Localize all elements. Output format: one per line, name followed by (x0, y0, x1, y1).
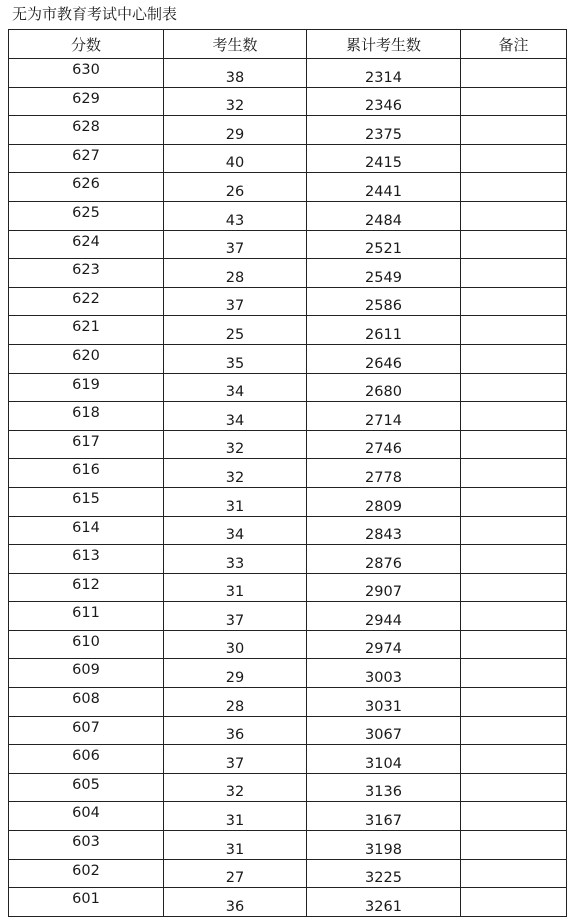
table-row (9, 516, 567, 545)
note-cell (461, 116, 567, 145)
cumulative-cell: 2484 (307, 201, 461, 230)
score-distribution-table (8, 29, 567, 917)
table-row (9, 144, 567, 173)
score-cell: 618 (9, 402, 164, 431)
table-row (9, 802, 567, 831)
count-cell: 28 (164, 259, 307, 288)
cumulative-cell: 3261 (307, 888, 461, 917)
count-cell: 25 (164, 316, 307, 345)
cumulative-cell: 2843 (307, 516, 461, 545)
table-row (9, 773, 567, 802)
note-cell (461, 373, 567, 402)
cumulative-cell: 3104 (307, 745, 461, 774)
cumulative-cell: 2646 (307, 344, 461, 373)
cumulative-cell: 3225 (307, 859, 461, 888)
cumulative-cell: 2778 (307, 459, 461, 488)
table-row (9, 173, 567, 202)
cumulative-cell: 3198 (307, 831, 461, 860)
cumulative-cell: 2549 (307, 259, 461, 288)
count-cell: 26 (164, 173, 307, 202)
note-cell (461, 688, 567, 717)
table-row (9, 344, 567, 373)
count-cell: 30 (164, 630, 307, 659)
score-cell: 610 (9, 630, 164, 659)
score-cell: 621 (9, 316, 164, 345)
note-cell (461, 487, 567, 516)
table-caption: 无为市教育考试中心制表 (12, 5, 178, 23)
cumulative-cell: 2680 (307, 373, 461, 402)
cumulative-cell: 2314 (307, 59, 461, 88)
score-cell: 629 (9, 87, 164, 116)
count-cell: 28 (164, 688, 307, 717)
note-cell (461, 259, 567, 288)
count-cell: 37 (164, 287, 307, 316)
cumulative-cell: 3067 (307, 716, 461, 745)
cumulative-cell: 2441 (307, 173, 461, 202)
note-cell (461, 716, 567, 745)
table-row (9, 859, 567, 888)
count-cell: 32 (164, 87, 307, 116)
score-cell: 623 (9, 259, 164, 288)
score-cell: 608 (9, 688, 164, 717)
note-cell (461, 545, 567, 574)
note-cell (461, 888, 567, 917)
cumulative-cell: 2974 (307, 630, 461, 659)
cumulative-cell: 2809 (307, 487, 461, 516)
cumulative-cell: 2415 (307, 144, 461, 173)
score-cell: 614 (9, 516, 164, 545)
table-row (9, 745, 567, 774)
header-note: 备注 (461, 30, 567, 59)
cumulative-cell: 2586 (307, 287, 461, 316)
table-row (9, 545, 567, 574)
table-row (9, 430, 567, 459)
score-cell: 606 (9, 745, 164, 774)
cumulative-cell: 2907 (307, 573, 461, 602)
note-cell (461, 831, 567, 860)
cumulative-cell: 2611 (307, 316, 461, 345)
score-cell: 619 (9, 373, 164, 402)
count-cell: 36 (164, 716, 307, 745)
score-cell: 617 (9, 430, 164, 459)
score-cell: 604 (9, 802, 164, 831)
score-cell: 613 (9, 545, 164, 574)
note-cell (461, 802, 567, 831)
count-cell: 38 (164, 59, 307, 88)
table-row (9, 888, 567, 917)
table-row (9, 373, 567, 402)
cumulative-cell: 2876 (307, 545, 461, 574)
table-row (9, 688, 567, 717)
table-row (9, 201, 567, 230)
cumulative-cell: 2375 (307, 116, 461, 145)
score-cell: 601 (9, 888, 164, 917)
header-count: 考生数 (164, 30, 307, 59)
cumulative-cell: 2714 (307, 402, 461, 431)
table-row (9, 459, 567, 488)
score-cell: 625 (9, 201, 164, 230)
count-cell: 37 (164, 745, 307, 774)
score-cell: 607 (9, 716, 164, 745)
count-cell: 32 (164, 773, 307, 802)
note-cell (461, 87, 567, 116)
score-cell: 602 (9, 859, 164, 888)
cumulative-cell: 2944 (307, 602, 461, 631)
table-row (9, 716, 567, 745)
table-row (9, 59, 567, 88)
table-row (9, 230, 567, 259)
cumulative-cell: 3031 (307, 688, 461, 717)
score-cell: 603 (9, 831, 164, 860)
table-row (9, 831, 567, 860)
count-cell: 34 (164, 402, 307, 431)
score-cell: 605 (9, 773, 164, 802)
count-cell: 31 (164, 831, 307, 860)
score-cell: 624 (9, 230, 164, 259)
note-cell (461, 745, 567, 774)
note-cell (461, 144, 567, 173)
score-cell: 622 (9, 287, 164, 316)
note-cell (461, 230, 567, 259)
count-cell: 34 (164, 516, 307, 545)
header-score: 分数 (9, 30, 164, 59)
count-cell: 31 (164, 487, 307, 516)
table-row (9, 402, 567, 431)
score-cell: 626 (9, 173, 164, 202)
score-cell: 609 (9, 659, 164, 688)
note-cell (461, 59, 567, 88)
count-cell: 36 (164, 888, 307, 917)
score-cell: 611 (9, 602, 164, 631)
count-cell: 37 (164, 230, 307, 259)
score-cell: 620 (9, 344, 164, 373)
count-cell: 29 (164, 659, 307, 688)
count-cell: 32 (164, 459, 307, 488)
note-cell (461, 287, 567, 316)
note-cell (461, 516, 567, 545)
note-cell (461, 630, 567, 659)
count-cell: 34 (164, 373, 307, 402)
count-cell: 31 (164, 802, 307, 831)
note-cell (461, 573, 567, 602)
note-cell (461, 859, 567, 888)
table-row (9, 602, 567, 631)
table-row (9, 116, 567, 145)
note-cell (461, 402, 567, 431)
score-cell: 628 (9, 116, 164, 145)
header-cumulative: 累计考生数 (307, 30, 461, 59)
score-cell: 616 (9, 459, 164, 488)
score-cell: 630 (9, 59, 164, 88)
score-cell: 612 (9, 573, 164, 602)
note-cell (461, 659, 567, 688)
table-body (9, 59, 567, 917)
count-cell: 29 (164, 116, 307, 145)
note-cell (461, 773, 567, 802)
table-row (9, 259, 567, 288)
score-cell: 615 (9, 487, 164, 516)
table-row (9, 287, 567, 316)
score-cell: 627 (9, 144, 164, 173)
cumulative-cell: 3167 (307, 802, 461, 831)
count-cell: 43 (164, 201, 307, 230)
note-cell (461, 316, 567, 345)
table-row (9, 87, 567, 116)
table-row (9, 659, 567, 688)
cumulative-cell: 2521 (307, 230, 461, 259)
note-cell (461, 344, 567, 373)
note-cell (461, 602, 567, 631)
note-cell (461, 430, 567, 459)
count-cell: 40 (164, 144, 307, 173)
count-cell: 31 (164, 573, 307, 602)
cumulative-cell: 3003 (307, 659, 461, 688)
note-cell (461, 459, 567, 488)
table-row (9, 630, 567, 659)
count-cell: 32 (164, 430, 307, 459)
table-row (9, 316, 567, 345)
table-header-row (9, 30, 567, 59)
count-cell: 37 (164, 602, 307, 631)
cumulative-cell: 2346 (307, 87, 461, 116)
count-cell: 33 (164, 545, 307, 574)
table-row (9, 487, 567, 516)
count-cell: 27 (164, 859, 307, 888)
note-cell (461, 201, 567, 230)
note-cell (461, 173, 567, 202)
cumulative-cell: 3136 (307, 773, 461, 802)
count-cell: 35 (164, 344, 307, 373)
cumulative-cell: 2746 (307, 430, 461, 459)
table-row (9, 573, 567, 602)
